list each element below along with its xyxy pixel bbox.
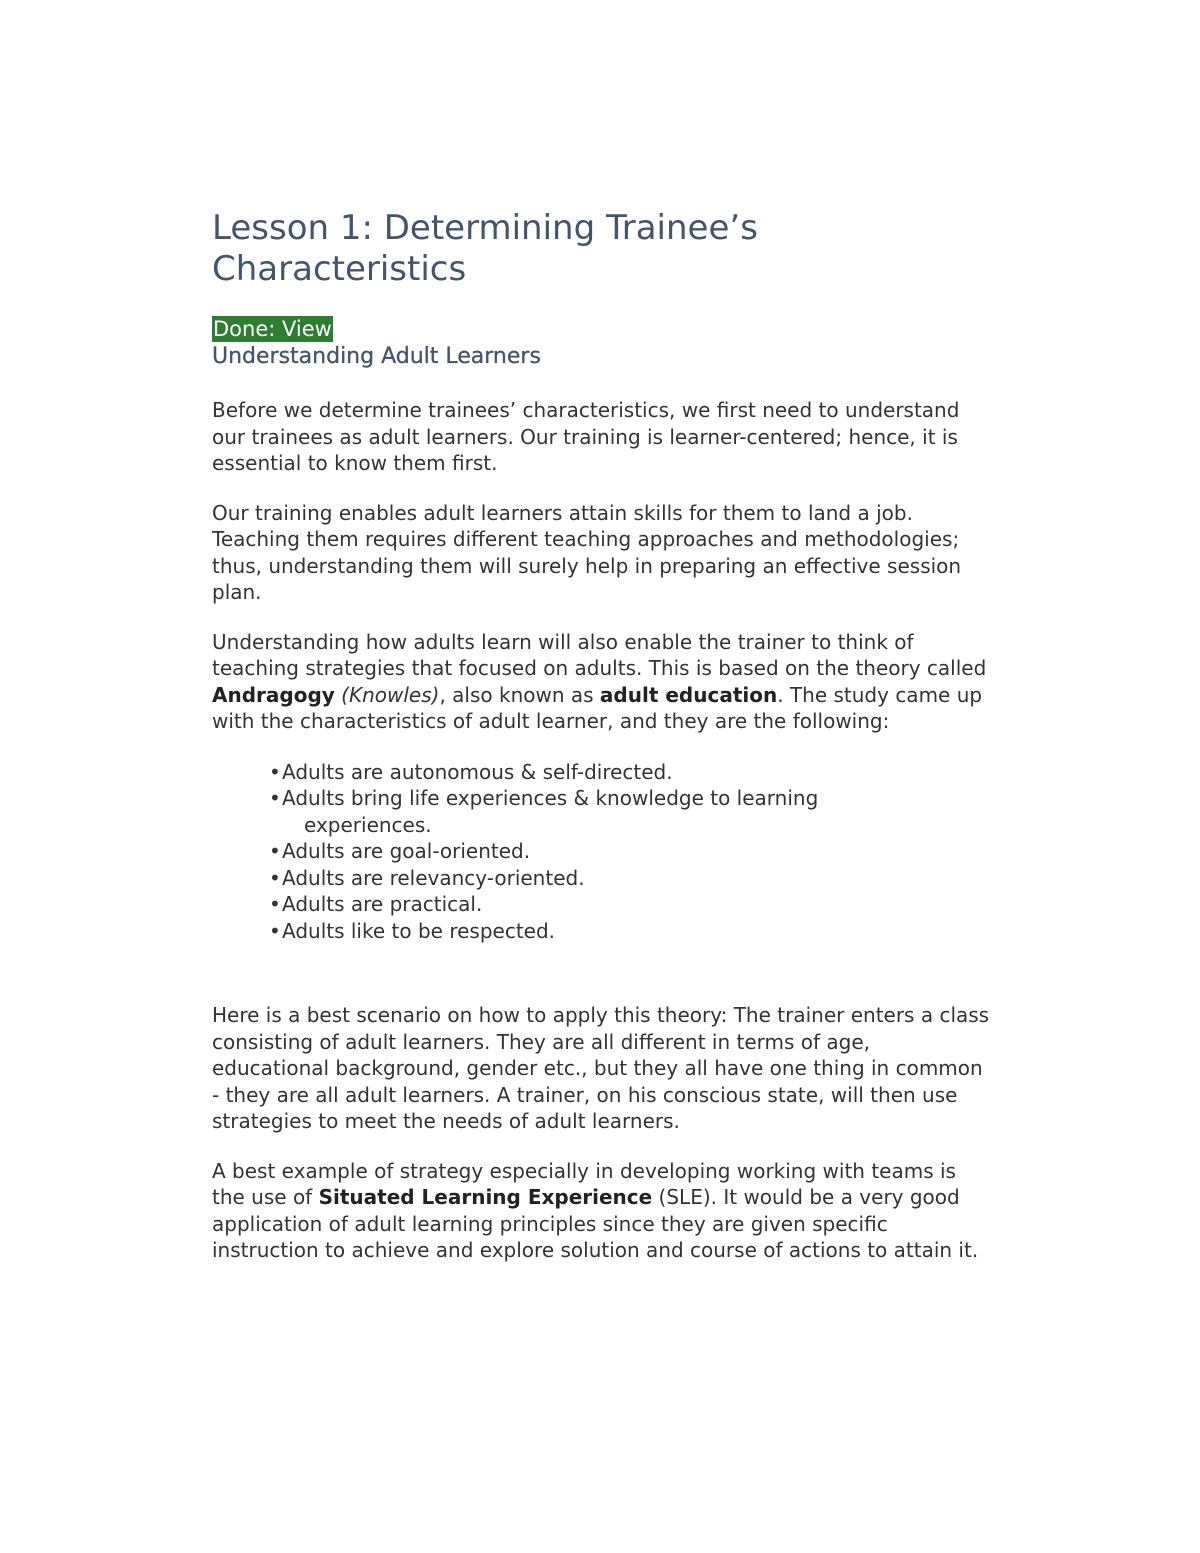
lesson-title (212, 208, 992, 290)
list-item (269, 865, 992, 892)
paragraph-training: Our training enables adult learners attain skills for them to land a job. Teaching them requires different teaching approaches and methodologies; thus, understanding them will surely help in preparing an effective session plan. (212, 500, 962, 604)
list-item-text: Adults bring life experiences & knowledge to learning (282, 786, 819, 810)
paragraph-scenario: Here is a best scenario on how to apply this theory: The trainer enters a class consisting of adult learners. They are all different in terms of age, educational background, gender etc., but they all have one thing in common - they are all adult learners. A trainer, on his conscious state, will then use strategies to meet the needs of adult learners. (212, 1003, 990, 1133)
section-heading: Understanding Adult Learners (212, 344, 541, 369)
andragogy-term: Andragogy (212, 682, 335, 707)
list-item (269, 785, 992, 838)
lesson-title-line1: Lesson 1: Determining Trainee’s (212, 208, 758, 248)
sle-text-1: A best example of strategy especially in developing working with teams is the use of (212, 1158, 956, 1209)
document-page (212, 208, 992, 1264)
lesson-title-line2: Characteristics (212, 249, 467, 289)
done-view-badge[interactable]: Done: View (213, 317, 332, 341)
list-item (269, 891, 992, 918)
paragraph-intro: Before we determine trainees’ characteristics, we first need to understand our trainees as adult learners. Our training is learner-centered; hence, it is essential to know them first. (212, 398, 960, 475)
list-item-text: Adults are practical. (282, 892, 483, 916)
sle-text-2: (SLE). It would be a very good application of adult learning principles since they are given specific instruction to achieve and explore solution and course of actions to attain it. (212, 1185, 979, 1262)
paragraph-sle (212, 1158, 992, 1264)
characteristics-list (212, 759, 992, 945)
andragogy-text-2: , also known as (439, 682, 600, 707)
list-item (269, 759, 992, 786)
sle-term: Situated Learning Experience (318, 1185, 653, 1209)
andragogy-text-3: . The study came up with the characteristics of adult learner, and they are the following: (212, 682, 983, 733)
list-item-continuation: experiences. (304, 812, 432, 837)
list-item-text: Adults are relevancy-oriented. (282, 865, 585, 890)
list-item (269, 838, 992, 865)
adult-education-term: adult education (599, 682, 778, 707)
paragraph-andragogy (212, 629, 992, 735)
list-item-text: Adults are goal-oriented. (282, 839, 531, 863)
andragogy-text-1: Understanding how adults learn will also enable the trainer to think of teaching strategies that focused on adults. This is based on the theory called (212, 629, 987, 680)
knowles-reference: (Knowles) (334, 682, 440, 707)
list-item-text: Adults are autonomous & self-directed. (282, 759, 673, 784)
list-item-text: Adults like to be respected. (282, 918, 556, 943)
list-item (269, 918, 992, 945)
